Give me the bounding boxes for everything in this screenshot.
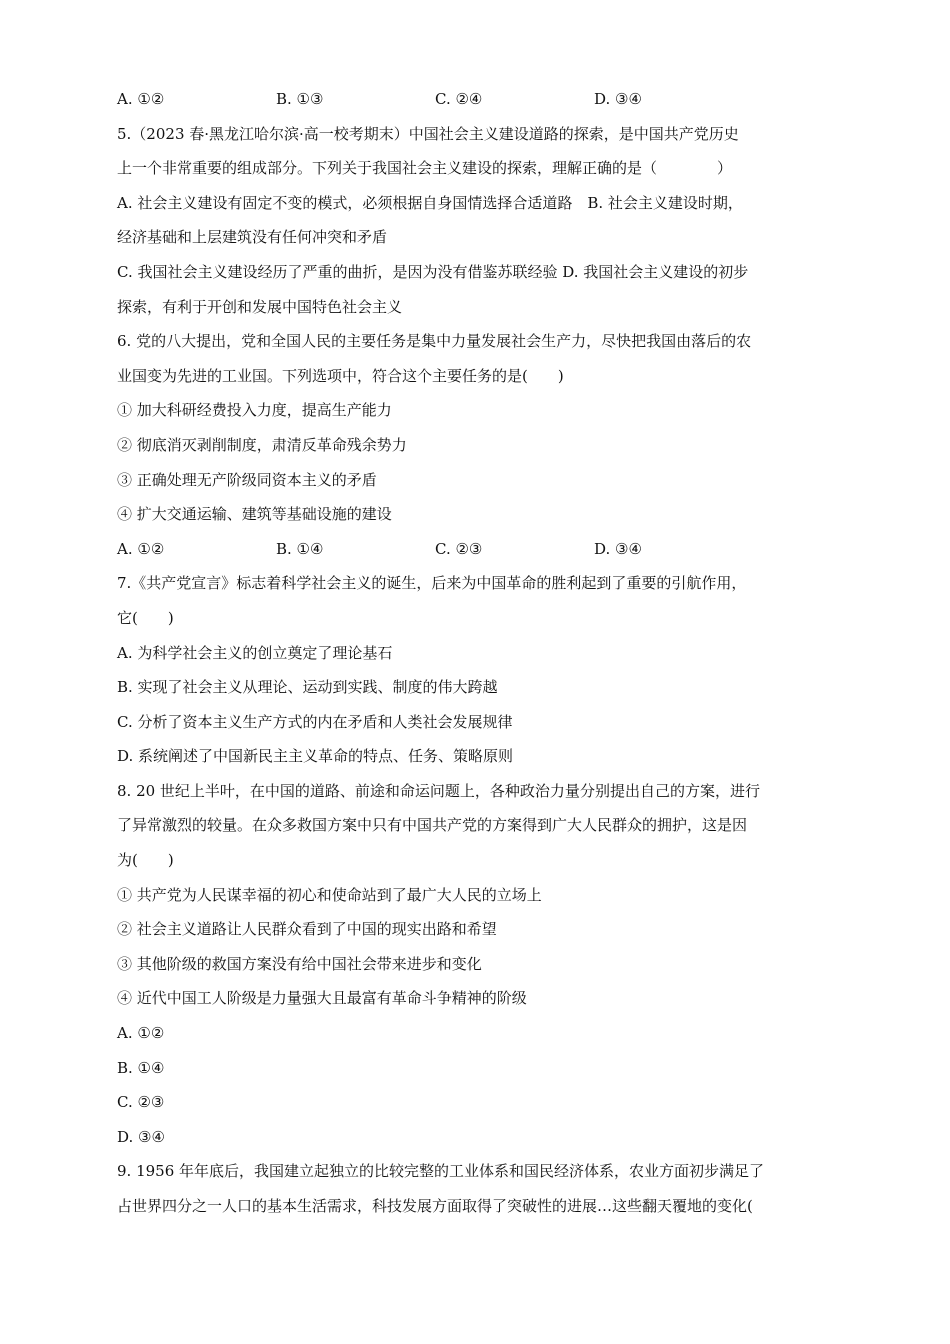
q8-option-a: A. ①②: [117, 1024, 165, 1043]
question-6: [117, 330, 840, 572]
q8-statement-4: ④ 近代中国工人阶级是力量强大且最富有革命斗争精神的阶级: [117, 989, 527, 1008]
question-7: [117, 572, 840, 780]
q8-statement-2: ② 社会主义道路让人民群众看到了中国的现实出路和希望: [117, 920, 497, 939]
q6-statement-3: ③ 正确处理无产阶级同资本主义的矛盾: [117, 470, 377, 489]
q9-stem-line-2: 占世界四分之一人口的基本生活需求，科技发展方面取得了突破性的进展…这些翻天覆地的变化(: [117, 1197, 753, 1215]
q4-option-d: D. ③④: [594, 90, 642, 108]
q5-option-line-4: 探索，有利于开创和发展中国特色社会主义: [117, 297, 403, 316]
q4-option-a: A. ①②: [117, 90, 165, 108]
q8-statement-1: ① 共产党为人民谋幸福的初心和使命站到了最广大人民的立场上: [117, 885, 542, 904]
q6-statement-2: ② 彻底消灭剥削制度，肃清反革命残余势力: [117, 435, 407, 454]
q4-options: [117, 88, 840, 123]
q8-statement-3: ③ 其他阶级的救国方案没有给中国社会带来进步和变化: [117, 954, 482, 973]
q6-statement-4: ④ 扩大交通运输、建筑等基础设施的建设: [117, 505, 392, 524]
q6-option-b: B. ①④: [276, 539, 324, 558]
question-9: [117, 1160, 840, 1229]
q5-option-line-3: C. 我国社会主义建设经历了严重的曲折，是因为没有借鉴苏联经验 D. 我国社会主义建设的初步: [117, 262, 749, 281]
q8-stem-line-2: 了异常激烈的较量。在众多救国方案中只有中国共产党的方案得到广大人民群众的拥护，这是因: [117, 816, 748, 835]
q8-option-b: B. ①④: [117, 1058, 165, 1077]
q4-option-b: B. ①③: [276, 90, 324, 108]
q7-stem-line-2: 它( ): [117, 608, 174, 627]
q7-option-b: B. 实现了社会主义从理论、运动到实践、制度的伟大跨越: [117, 678, 498, 697]
q8-stem-line-1: 8. 20 世纪上半叶，在中国的道路、前途和命运问题上，各种政治力量分别提出自己的方案，进行: [117, 781, 760, 800]
q8-option-c: C. ②③: [117, 1093, 165, 1112]
q6-options: [117, 538, 840, 573]
q6-stem-line-2: 业国变为先进的工业国。下列选项中，符合这个主要任务的是( ): [117, 366, 564, 385]
q7-stem-line-1: 7.《共产党宣言》标志着科学社会主义的诞生，后来为中国革命的胜利起到了重要的引航作用，: [117, 574, 747, 593]
q7-option-d: D. 系统阐述了中国新民主主义革命的特点、任务、策略原则: [117, 747, 514, 766]
q8-option-d: D. ③④: [117, 1127, 165, 1146]
q7-option-a: A. 为科学社会主义的创立奠定了理论基石: [117, 643, 393, 662]
q6-stem-line-1: 6. 党的八大提出，党和全国人民的主要任务是集中力量发展社会生产力，尽快把我国由落后的农: [117, 332, 752, 351]
q5-option-line-2: 经济基础和上层建筑没有任何冲突和矛盾: [117, 228, 388, 247]
q7-option-c: C. 分析了资本主义生产方式的内在矛盾和人类社会发展规律: [117, 712, 513, 731]
q6-statement-1: ① 加大科研经费投入力度，提高生产能力: [117, 401, 392, 420]
question-5: [117, 123, 840, 331]
q8-stem-line-3: 为( ): [117, 851, 174, 870]
question-8: [117, 780, 840, 1161]
q6-option-c: C. ②③: [435, 539, 483, 558]
q5-stem-line-1: 5.（2023 春·黑龙江哈尔滨·高一校考期末）中国社会主义建设道路的探索，是中国共产党历史: [117, 124, 739, 143]
q6-option-a: A. ①②: [117, 539, 165, 558]
q6-option-d: D. ③④: [594, 539, 642, 558]
q5-stem-line-2: 上一个非常重要的组成部分。下列关于我国社会主义建设的探索，理解正确的是（ ）: [117, 159, 733, 178]
q9-stem-line-1: 9. 1956 年年底后，我国建立起独立的比较完整的工业体系和国民经济体系，农业方面初步满足了: [117, 1162, 765, 1181]
q4-option-c: C. ②④: [435, 90, 483, 108]
q5-option-line-1: A. 社会主义建设有固定不变的模式，必须根据自身国情选择合适道路 B. 社会主义建设时期，: [117, 193, 743, 212]
